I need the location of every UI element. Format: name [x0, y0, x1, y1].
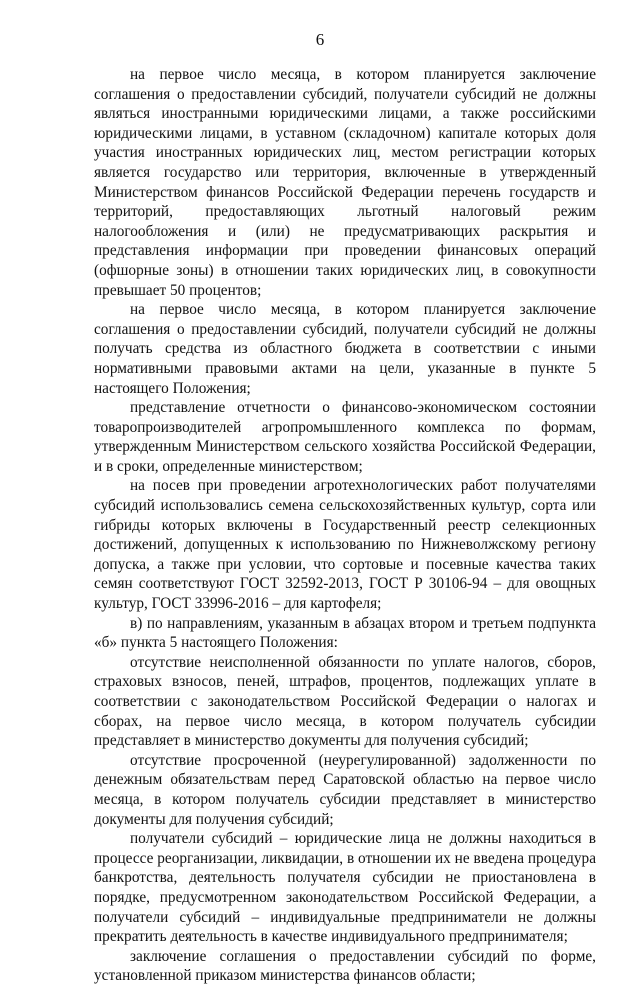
- paragraph-no-overdue-debt: отсутствие просроченной (неурегулированной) задолженности по денежным обязательствам перед Саратовской областью на первое число месяца, в котором получатель субсидии представляет в министерство документы для получения субсидий;: [94, 751, 596, 828]
- paragraph-no-other-budget-funds: на первое число месяца, в котором планируется заключение соглашения о предоставлении субсидий, получатели субсидий не должны получать средства из областного бюджета в соответствии с иными нормативными правовыми актами на цели, указанные в пункте 5 настоящего Положения;: [94, 301, 596, 397]
- paragraph-subpoint-v: в) по направлениям, указанным в абзацах втором и третьем подпункта «б» пункта 5 настоящего Положения:: [94, 614, 596, 652]
- paragraph-subsidy-agreement: заключение соглашения о предоставлении субсидий по форме, установленной приказом министерства финансов области;: [94, 947, 596, 985]
- paragraph-no-tax-debt: отсутствие неисполненной обязанности по уплате налогов, сборов, страховых взносов, пеней, штрафов, процентов, подлежащих уплате в соответствии с законодательством Российской Федерации о налогах и сборах, на первое число месяца, в котором получатель субсидии представляет в министерство документы для получения субсидий;: [94, 653, 596, 750]
- page-number: 6: [315, 30, 325, 49]
- paragraph-financial-reporting: представление отчетности о финансово-экономическом состоянии товаропроизводителей агропромышленного комплекса по формам, утвержденным Министерством сельского хозяйства Российской Федерации, и в сроки, определенные министерством;: [94, 399, 596, 475]
- paragraph-seed-requirements: на посев при проведении агротехнологических работ получателями субсидий использовались семена сельскохозяйственных культур, сорта или гибриды которых включены в Государственный реестр селекционных достижений, допущенных к использованию по Нижневолжскому региону допуска, а также при условии, что сортовые и посевные качества таких семян соответствуют ГОСТ 32592-2013, ГОСТ Р 30106-94 – для овощных культур, ГОСТ 33996-2016 – для картофеля;: [94, 477, 596, 613]
- document-body: [94, 65, 596, 986]
- paragraph-foreign-entities-condition: на первое число месяца, в котором планируется заключение соглашения о предоставлении субсидий, получатели субсидий не должны являться иностранными юридическими лицами, а также российскими юридическими лицами, в уставном (складочном) капитале которых доля участия иностранных юридических лиц, местом регистрации которых является государство или территория, включенные в утвержденный Министерством финансов Российской Федерации перечень государств и территорий, предоставляющих льготный налоговый режим налогообложения и (или) не предусматривающих раскрытия и представления информации при проведении финансовых операций (офшорные зоны) в отношении таких юридических лиц, в совокупности превышает 50 процентов;: [94, 66, 596, 299]
- paragraph-no-reorganization: получатели субсидий – юридические лица не должны находиться в процессе реорганизации, ликвидации, в отношении их не введена процедура банкротства, деятельность получателя субсидии не приостановлена в порядке, предусмотренном законодательством Российской Федерации, а получатели субсидий – индивидуальные предприниматели не должны прекратить деятельность в качестве индивидуального предпринимателя;: [94, 830, 596, 946]
